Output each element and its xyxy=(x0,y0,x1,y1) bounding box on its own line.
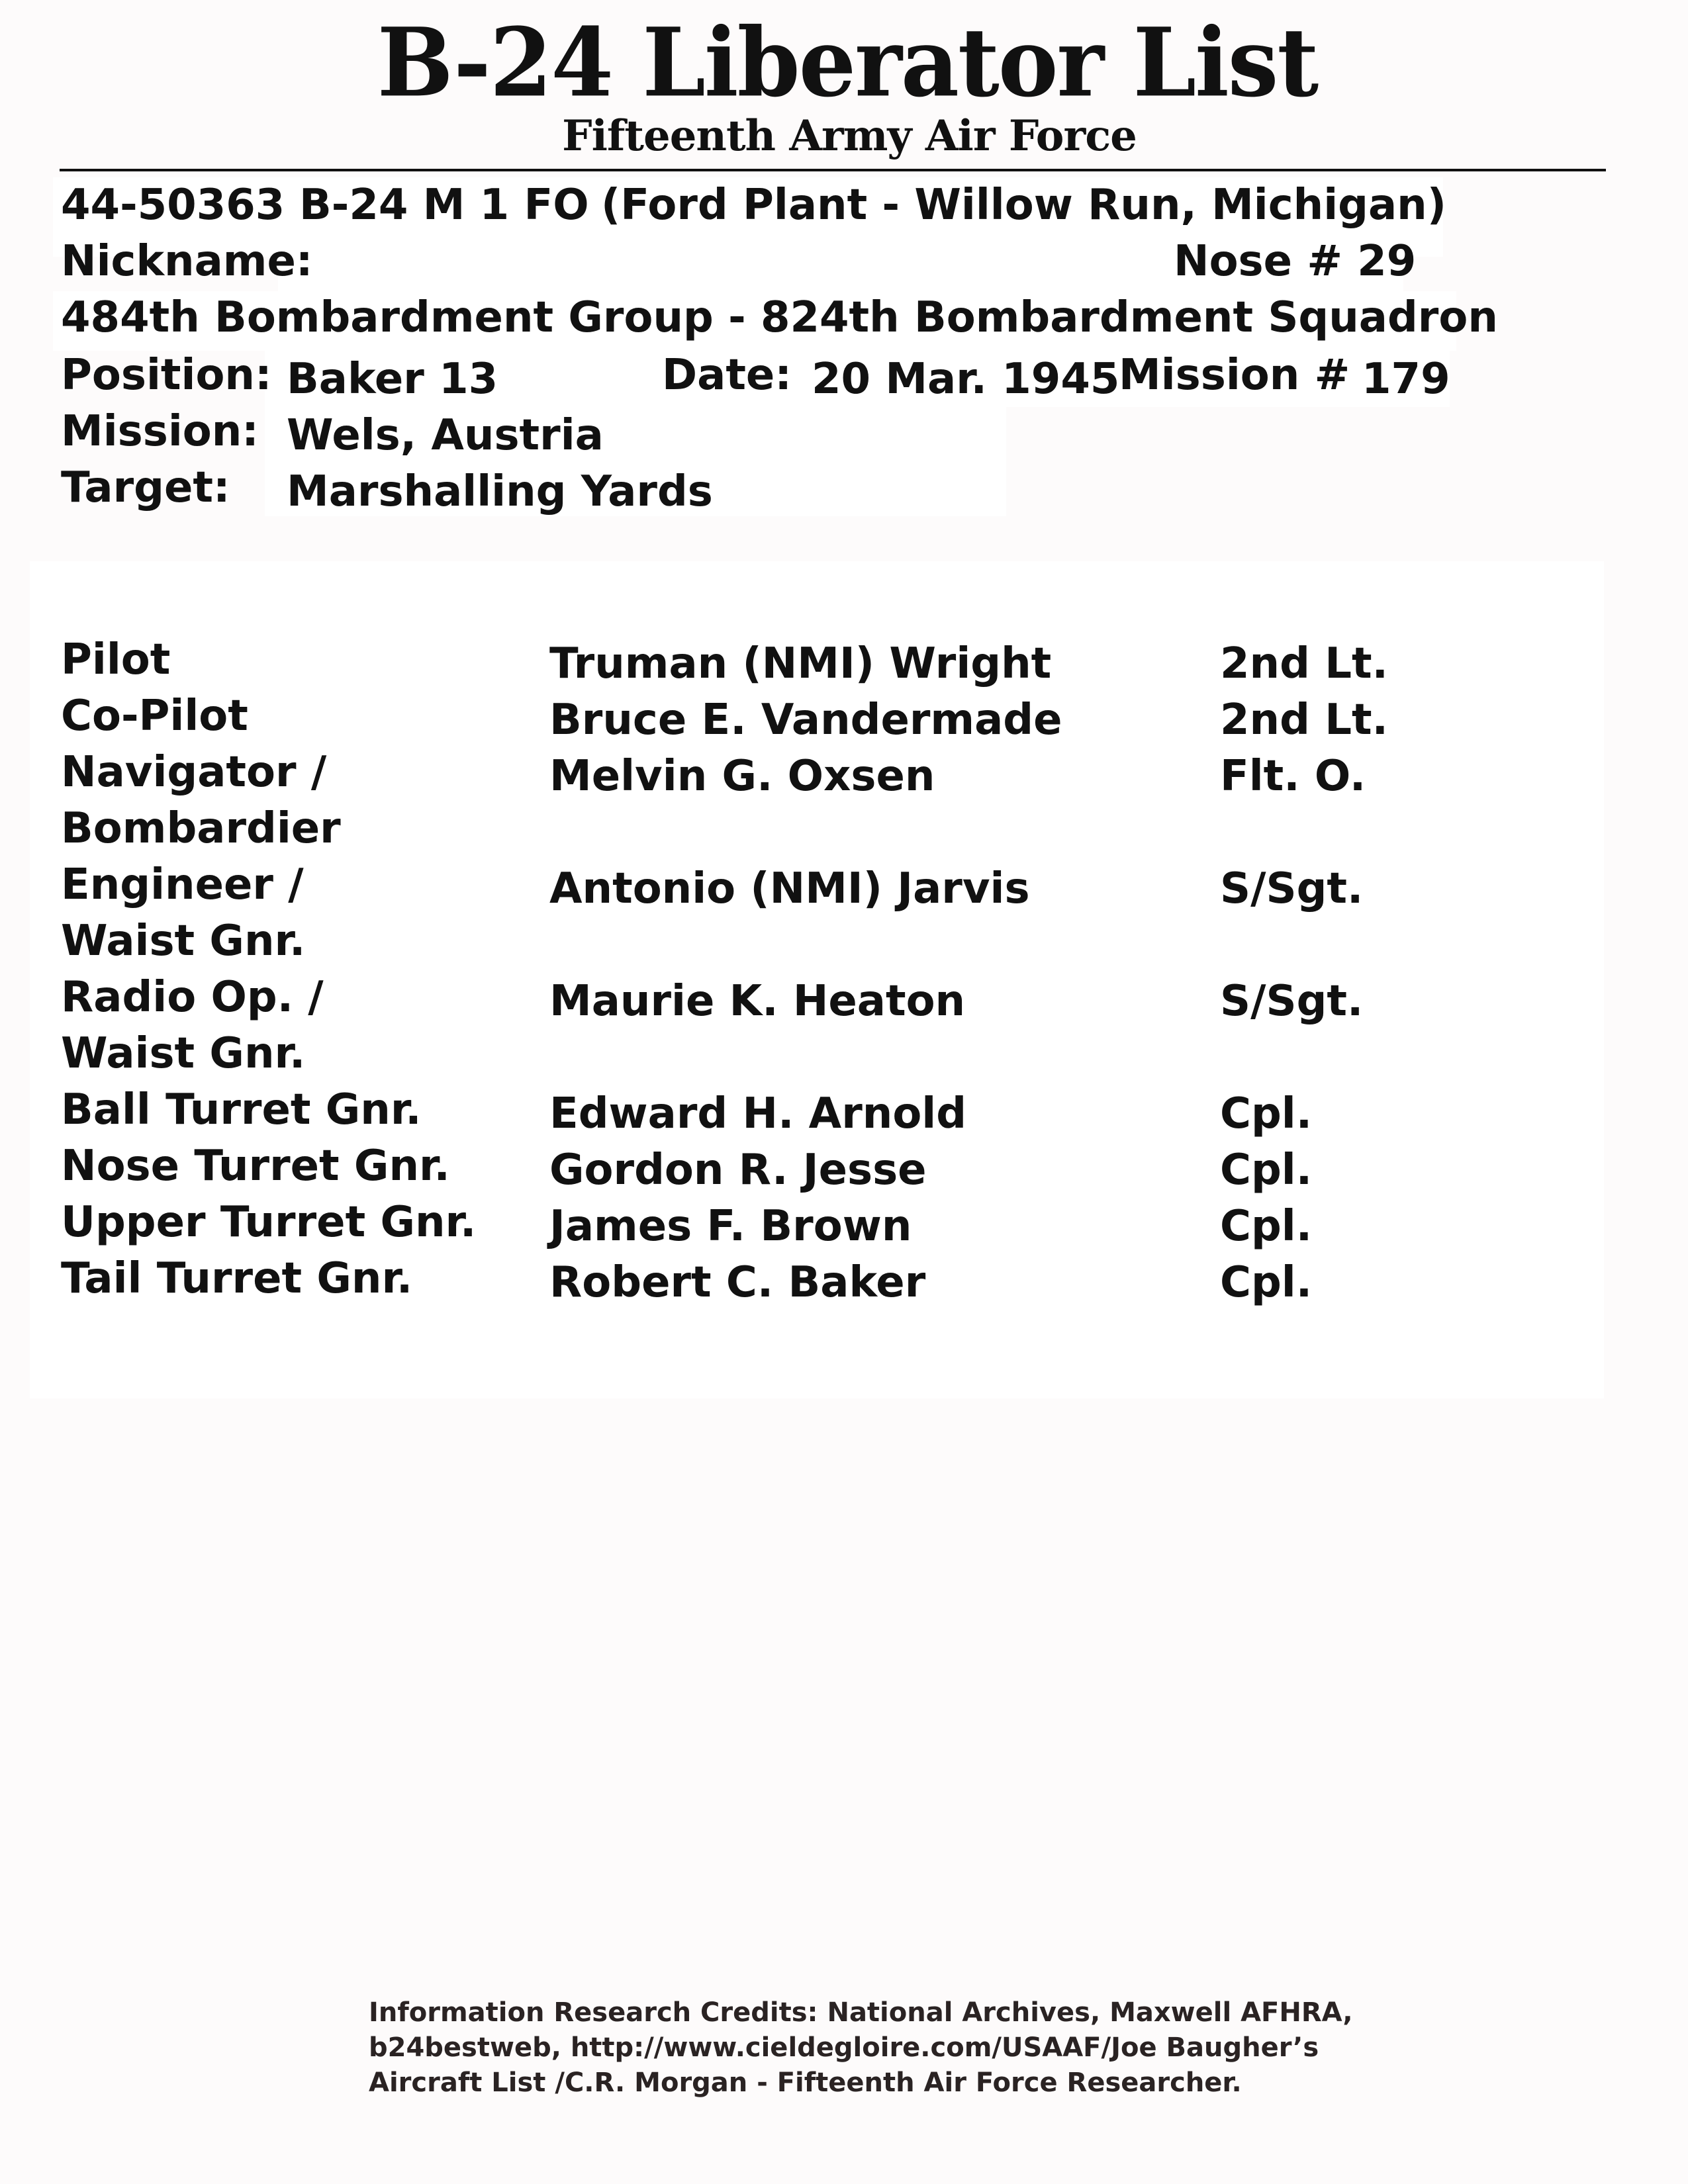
crew-rank: S/Sgt. xyxy=(1220,864,1364,913)
crew-row-tail-turret xyxy=(0,1251,1688,1363)
crew-role: Navigator / Bombardier xyxy=(61,748,341,853)
crew-role: Upper Turret Gnr. xyxy=(61,1198,477,1247)
title-divider xyxy=(60,169,1606,171)
crew-rank: Flt. O. xyxy=(1220,752,1366,801)
crew-rank: 2nd Lt. xyxy=(1220,639,1388,688)
crew-rank: Cpl. xyxy=(1220,1089,1313,1138)
target-label: Target: xyxy=(61,463,230,512)
mission-number-label: Mission # xyxy=(1119,351,1350,400)
crew-role: Nose Turret Gnr. xyxy=(61,1142,450,1191)
position-label: Position: xyxy=(61,351,272,400)
crew-name: James F. Brown xyxy=(549,1202,912,1251)
mission-value: Wels, Austria xyxy=(287,411,604,460)
crew-row-navigator xyxy=(0,745,1688,857)
crew-name: Robert C. Baker xyxy=(549,1258,926,1307)
aircraft-plant: (Ford Plant - Willow Run, Michigan) xyxy=(601,181,1446,230)
crew-rank: S/Sgt. xyxy=(1220,977,1364,1026)
group-squadron: 484th Bombardment Group - 824th Bombardment Squadron xyxy=(61,293,1498,342)
nose-number: Nose # 29 xyxy=(1174,237,1417,286)
credits-line: Information Research Credits: National Archives, Maxwell AFHRA, xyxy=(369,1997,1353,2028)
crew-rank: Cpl. xyxy=(1220,1202,1313,1251)
nickname-label: Nickname: xyxy=(61,237,313,286)
crew-rank: Cpl. xyxy=(1220,1258,1313,1307)
crew-role: Engineer / Waist Gnr. xyxy=(61,860,306,966)
crew-name: Melvin G. Oxsen xyxy=(549,752,935,801)
date-value: 20 Mar. 1945 xyxy=(812,355,1120,404)
crew-role: Pilot xyxy=(61,635,171,684)
aircraft-model: B-24 M 1 FO xyxy=(299,181,589,230)
crew-rank: 2nd Lt. xyxy=(1220,696,1388,745)
crew-role: Radio Op. / Waist Gnr. xyxy=(61,973,324,1078)
page-title: B-24 Liberator List xyxy=(377,7,1318,118)
crew-role: Ball Turret Gnr. xyxy=(61,1085,422,1134)
crew-name: Edward H. Arnold xyxy=(549,1089,967,1138)
crew-name: Gordon R. Jesse xyxy=(549,1146,927,1195)
crew-name: Bruce E. Vandermade xyxy=(549,696,1062,745)
mission-number-value: 179 xyxy=(1362,355,1450,404)
crew-role: Tail Turret Gnr. xyxy=(61,1254,413,1303)
position-value: Baker 13 xyxy=(287,355,498,404)
aircraft-serial: 44-50363 xyxy=(61,181,285,230)
date-label: Date: xyxy=(662,351,792,400)
crew-row-radio-op xyxy=(0,970,1688,1082)
credits-line: b24bestweb, http://www.cieldegloire.com/USAAF/Joe Baugher’s xyxy=(369,2032,1319,2063)
crew-row-engineer xyxy=(0,857,1688,970)
mission-label: Mission: xyxy=(61,407,259,456)
crew-role: Co-Pilot xyxy=(61,692,248,741)
target-value: Marshalling Yards xyxy=(287,467,713,516)
crew-rank: Cpl. xyxy=(1220,1146,1313,1195)
crew-name: Antonio (NMI) Jarvis xyxy=(549,864,1030,913)
crew-name: Maurie K. Heaton xyxy=(549,977,966,1026)
page-subtitle: Fifteenth Army Air Force xyxy=(562,111,1137,161)
credits-line: Aircraft List /C.R. Morgan - Fifteenth Air Force Researcher. xyxy=(369,2068,1242,2098)
crew-name: Truman (NMI) Wright xyxy=(549,639,1052,688)
research-credits xyxy=(369,1995,1494,2101)
